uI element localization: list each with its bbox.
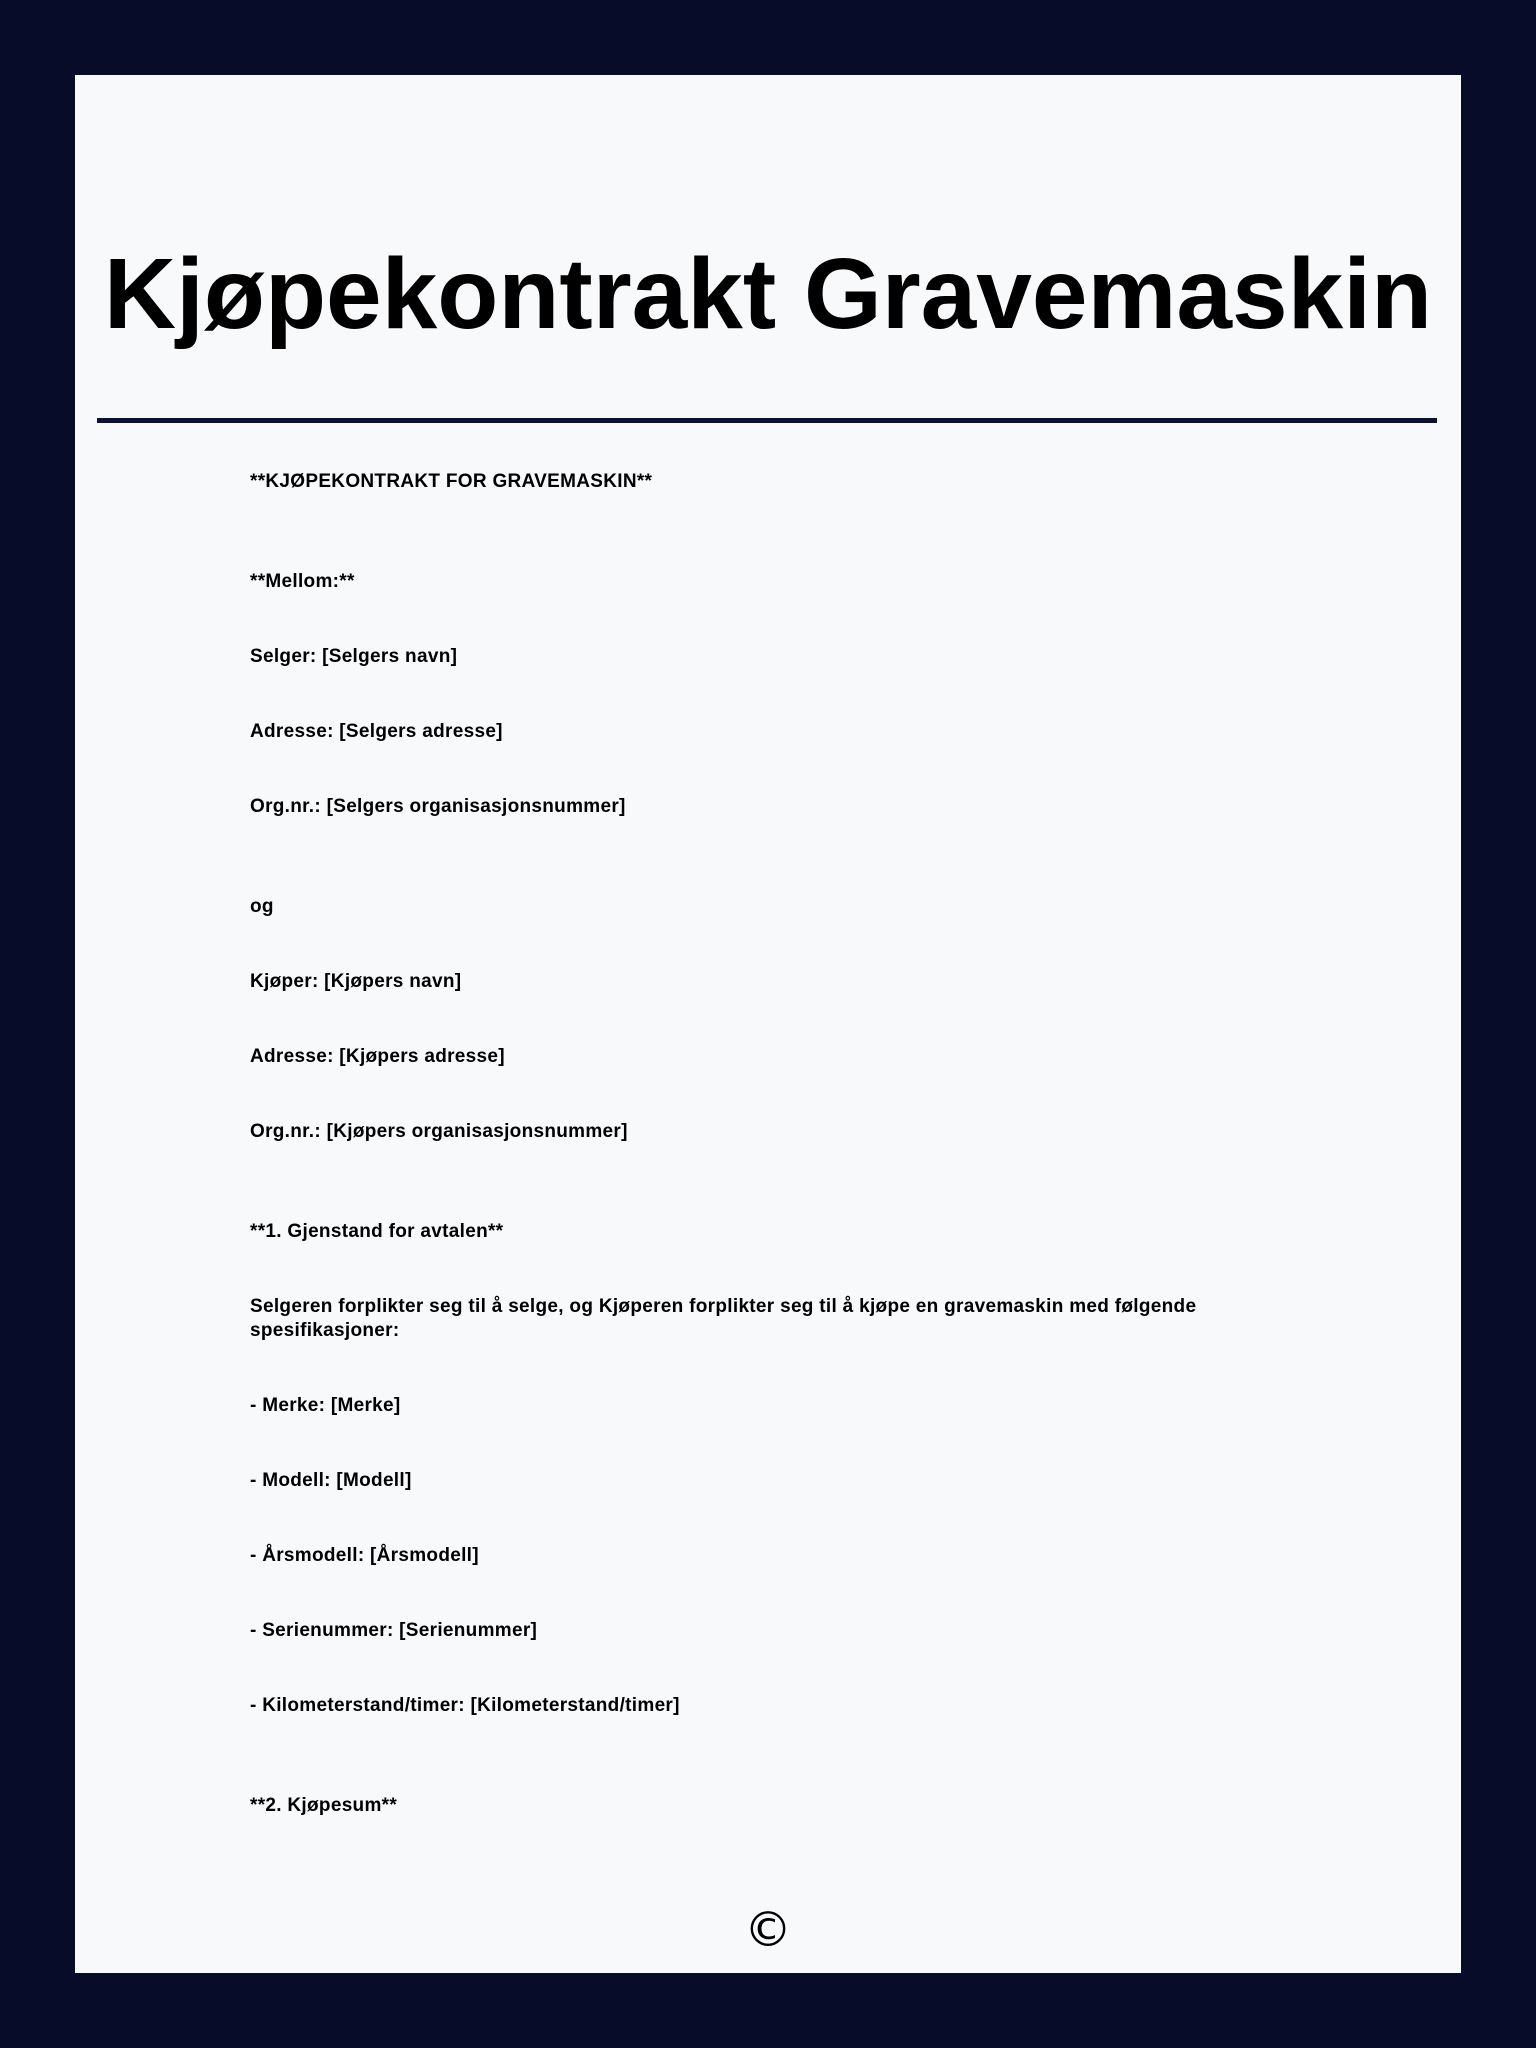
seller-name: Selger: [Selgers navn] [250, 646, 458, 667]
copyright-icon: © [744, 1902, 792, 1958]
spec-item-brand: - Merke: [Merke] [250, 1395, 401, 1416]
contract-body [250, 470, 1290, 1869]
spec-item-model: - Modell: [Modell] [250, 1470, 412, 1491]
section-1-intro: Selgeren forplikter seg til å selge, og Kjøperen forplikter seg til å kjøpe en gravemaskin med følgende spesifikasjoner: [250, 1296, 1197, 1341]
buyer-name: Kjøper: [Kjøpers navn] [250, 971, 462, 992]
buyer-address: Adresse: [Kjøpers adresse] [250, 1046, 505, 1067]
spec-item-year: - Årsmodell: [Årsmodell] [250, 1545, 479, 1566]
parties-conjunction: og [250, 896, 274, 917]
title-divider [97, 418, 1437, 423]
section-2-heading: **2. Kjøpesum** [250, 1795, 398, 1816]
seller-org-nr: Org.nr.: [Selgers organisasjonsnummer] [250, 796, 626, 817]
section-1-heading: **1. Gjenstand for avtalen** [250, 1221, 504, 1242]
buyer-org-nr: Org.nr.: [Kjøpers organisasjonsnummer] [250, 1121, 628, 1142]
spec-item-hours: - Kilometerstand/timer: [Kilometerstand/timer] [250, 1695, 680, 1716]
document-page [75, 75, 1461, 1973]
seller-address: Adresse: [Selgers adresse] [250, 721, 503, 742]
contract-heading: **KJØPEKONTRAKT FOR GRAVEMASKIN** [250, 471, 653, 492]
page-title: Kjøpekontrakt Gravemaskin [103, 238, 1433, 350]
spec-item-serial: - Serienummer: [Serienummer] [250, 1620, 538, 1641]
parties-heading: **Mellom:** [250, 571, 355, 592]
